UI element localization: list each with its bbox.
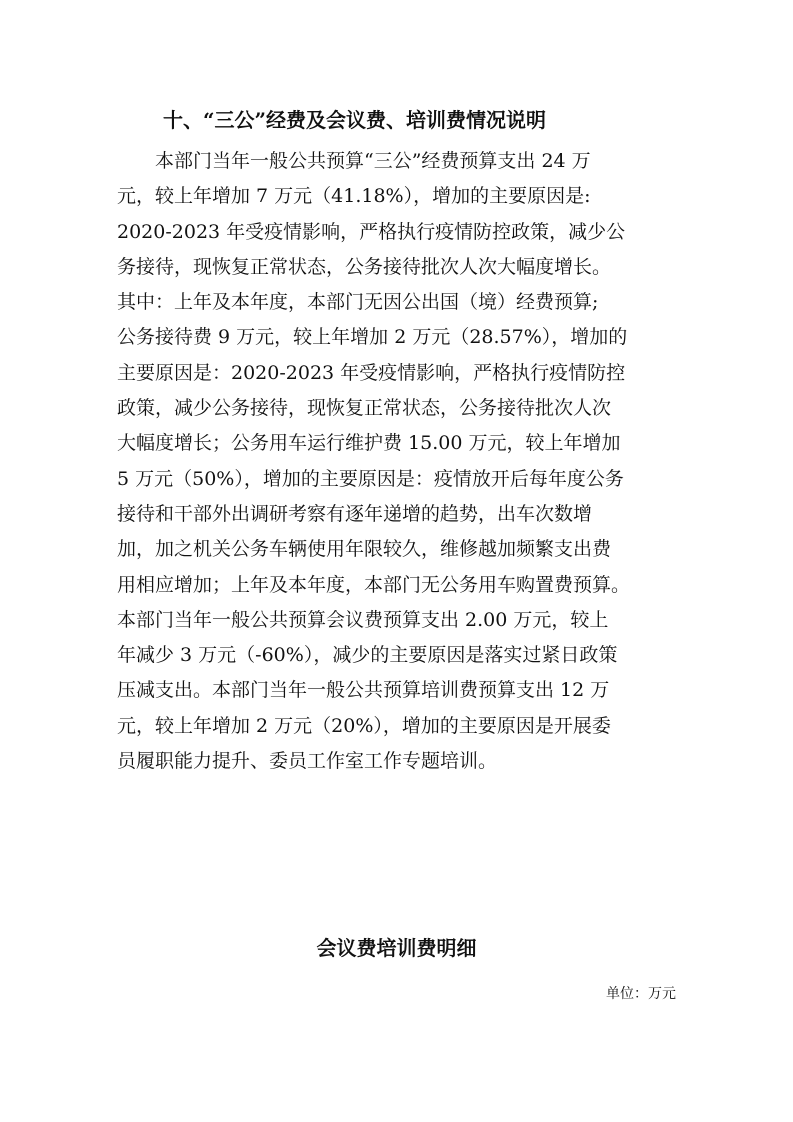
paragraph-line: 元，较上年增加 7 万元（41.18%），增加的主要原因是:: [117, 185, 591, 208]
paragraph-line: 本部门当年一般公共预算会议费预算支出 2.00 万元，较上: [117, 608, 609, 631]
paragraph-line: 加，加之机关公务车辆使用年限较久，维修越加频繁支出费: [117, 538, 612, 561]
paragraph-line: 政策，减少公务接待，现恢复正常状态，公务接待批次人次: [117, 397, 612, 420]
paragraph-line: 5 万元（50%），增加的主要原因是：疫情放开后每年度公务: [117, 467, 624, 490]
paragraph-line: 压减支出。本部门当年一般公共预算培训费预算支出 12 万: [117, 679, 610, 702]
paragraph-line: 2020-2023 年受疫情影响，严格执行疫情防控政策，减少公: [117, 220, 626, 243]
paragraph-line: 本部门当年一般公共预算“三公”经费预算支出 24 万: [155, 150, 591, 172]
paragraph-line: 元，较上年增加 2 万元（20%），增加的主要原因是开展委: [117, 714, 611, 737]
paragraph-line: 大幅度增长；公务用车运行维护费 15.00 万元，较上年增加: [117, 432, 621, 455]
section-heading: 十、“三公”经费及会议费、培训费情况说明: [163, 108, 547, 132]
paragraph-line: 员履职能力提升、委员工作室工作专题培训。: [117, 750, 498, 773]
paragraph-line: 务接待，现恢复正常状态，公务接待批次人次大幅度增长。: [117, 255, 612, 278]
paragraph-line: 其中：上年及本年度，本部门无因公出国（境）经费预算;: [117, 291, 599, 314]
paragraph-line: 年减少 3 万元（-60%），减少的主要原因是落实过紧日政策: [117, 644, 618, 667]
paragraph-line: 用相应增加；上年及本年度，本部门无公务用车购置费预算。: [117, 573, 631, 596]
paragraph-line: 接待和干部外出调研考察有逐年递增的趋势，出车次数增: [117, 502, 593, 525]
table-title: 会议费培训费明细: [316, 936, 477, 960]
paragraph-line: 公务接待费 9 万元，较上年增加 2 万元（28.57%），增加的: [117, 326, 628, 349]
body-paragraph: [117, 144, 687, 779]
unit-label: 单位：万元: [606, 986, 676, 1002]
paragraph-line: 主要原因是：2020-2023 年受疫情影响，严格执行疫情防控: [117, 361, 626, 384]
